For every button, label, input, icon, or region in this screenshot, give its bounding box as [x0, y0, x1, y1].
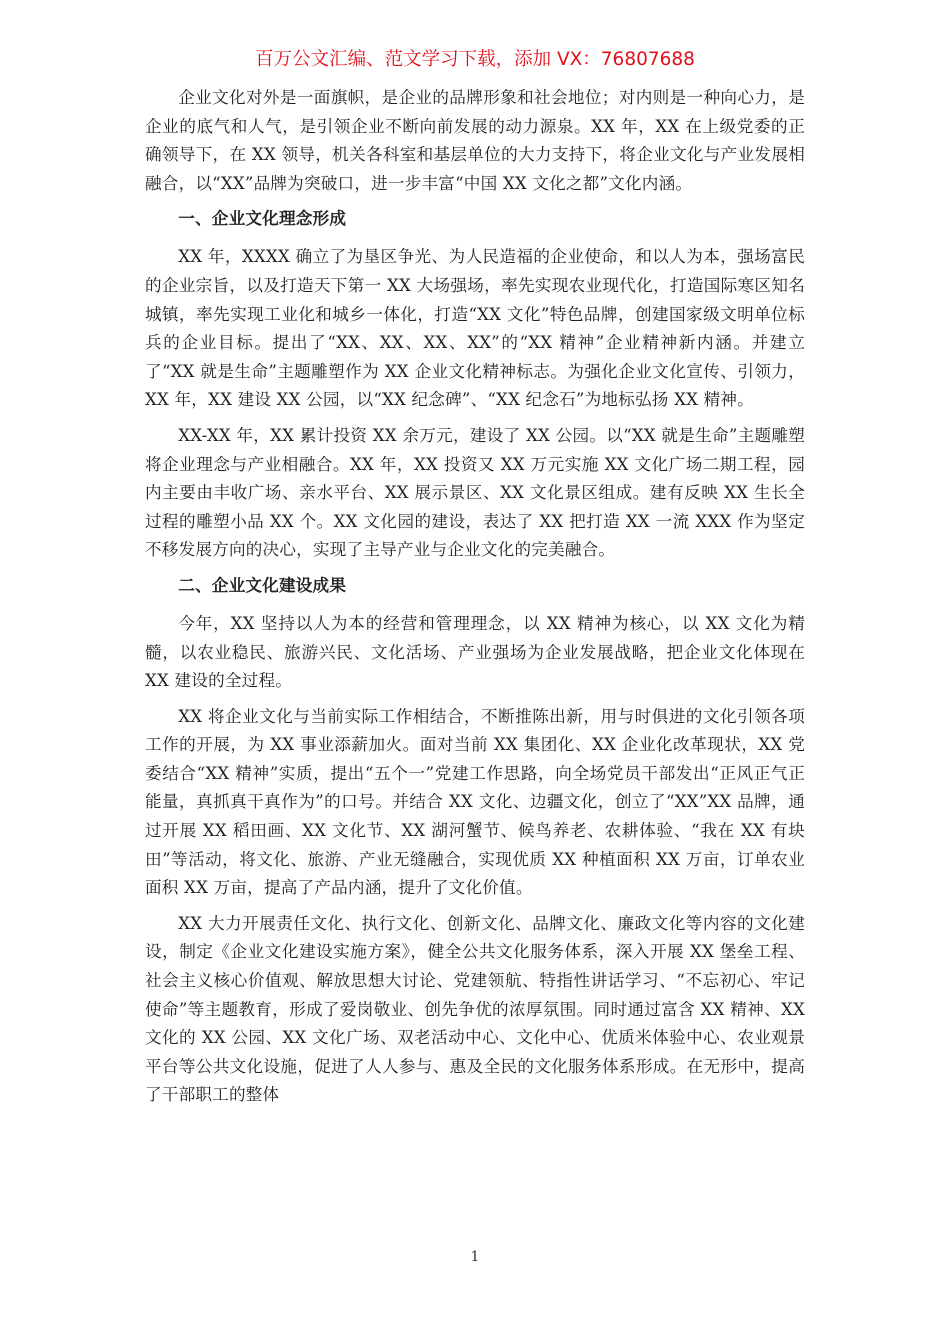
section2-paragraph-3: XX 大力开展责任文化、执行文化、创新文化、品牌文化、廉政文化等内容的文化建设，制定《企业文化建设实施方案》，健全公共文化服务体系，深入开展 XX 堡垒工程、社会主义核心价值观、解放思想大讨论、党建领航、特指性讲话学习、“不忘初心、牢记使命”等主题教育，形成了爱岗敬业、创先争优的浓厚氛围。同时通过富含 XX 精神、XX 文化的 XX 公园、XX 文化广场、双老活动中心、文化中心、优质米体验中心、农业观景平台等公共文化设施，促进了人人参与、惠及全民的文化服务体系形成。在无形中，提高了干部职工的整体: [145, 913, 805, 1105]
promo-banner: 百万公文汇编、范文学习下载，添加 VX：76807688: [255, 49, 695, 70]
intro-paragraph: 企业文化对外是一面旗帜，是企业的品牌形象和社会地位；对内则是一种向心力，是企业的底气和人气，是引领企业不断向前发展的动力源泉。XX 年，XX 在上级党委的正确领导下，在 XX 领导，机关各科室和基层单位的大力支持下，将企业文化与产业发展相融合，以“XX”品牌为突破口，进一步丰富“中国 XX 文化之都”文化内涵。: [145, 88, 805, 193]
page-number: 1: [470, 1249, 480, 1265]
document-body: [145, 84, 805, 1117]
section2-paragraph-1: 今年，XX 坚持以人为本的经营和管理理念，以 XX 精神为核心，以 XX 文化为精髓，以农业稳民、旅游兴民、文化活场、产业强场为企业发展战略，把企业文化体现在 XX 建设的全过程。: [145, 613, 805, 691]
section2-paragraph-2: XX 将企业文化与当前实际工作相结合，不断推陈出新，用与时俱进的文化引领各项工作的开展，为 XX 事业添薪加火。面对当前 XX 集团化、XX 企业化改革现状，XX 党委结合“XX 精神”实质，提出“五个一”党建工作思路，向全场党员干部发出“正风正气正能量，真抓真干真作为”的口号。并结合 XX 文化、边疆文化，创立了“XX”XX 品牌，通过开展 XX 稻田画、XX 文化节、XX 湖河蟹节、候鸟养老、农耕体验、“我在 XX 有块田”等活动，将文化、旅游、产业无缝融合，实现优质 XX 种植面积 XX 万亩，订单农业面积 XX 万亩，提高了产品内涵，提升了文化价值。: [145, 706, 805, 898]
section1-paragraph-2: XX-XX 年，XX 累计投资 XX 余万元，建设了 XX 公园。以“XX 就是生命”主题雕塑将企业理念与产业相融合。XX 年，XX 投资又 XX 万元实施 XX 文化广场二期工程，园内主要由丰收广场、亲水平台、XX 展示景区、XX 文化景区组成。建有反映 XX 生长全过程的雕塑小品 XX 个。XX 文化园的建设，表达了 XX 把打造 XX 一流 XXX 作为坚定不移发展方向的决心，实现了主导产业与企业文化的完美融合。: [145, 425, 805, 560]
section-heading-1: 一、企业文化理念形成: [178, 209, 347, 229]
section-heading-2: 二、企业文化建设成果: [178, 575, 347, 595]
section1-paragraph-1: XX 年，XXXX 确立了为垦区争光、为人民造福的企业使命，和以人为本，强场富民的企业宗旨，以及打造天下第一 XX 大场强场，率先实现农业现代化，打造国际寒区知名城镇，率先实现工业化和城乡一体化，打造“XX 文化”特色品牌，创建国家级文明单位标兵的企业目标。提出了“XX、XX、XX、XX”的“XX 精神”企业精神新内涵。并建立了“XX 就是生命”主题雕塑作为 XX 企业文化精神标志。为强化企业文化宣传、引领力，XX 年，XX 建设 XX 公园，以“XX 纪念碑”、“XX 纪念石”为地标弘扬 XX 精神。: [145, 247, 805, 410]
